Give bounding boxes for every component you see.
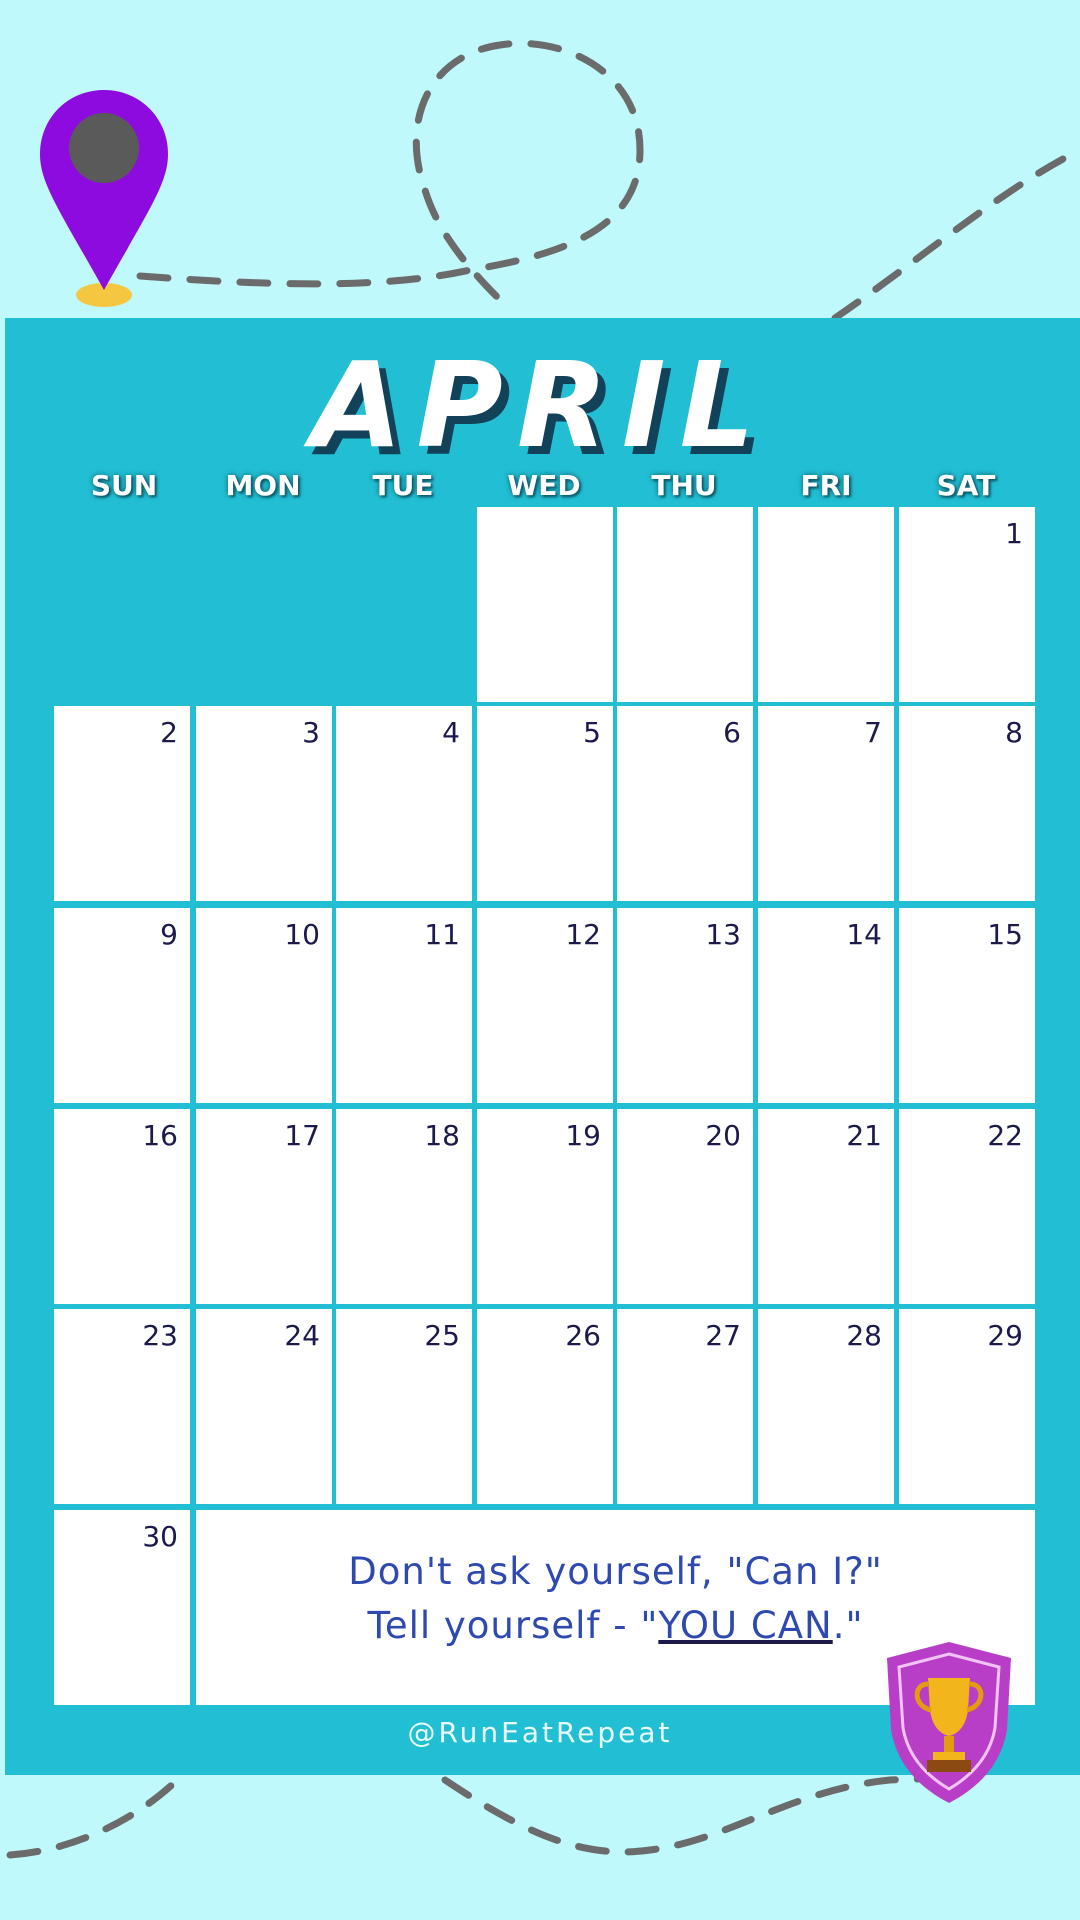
empty-day-cell [617,507,753,702]
trophy-shield-icon [883,1640,1015,1805]
day-number: 25 [424,1319,460,1352]
quote-line-2-start: Tell yourself - " [367,1604,659,1647]
day-number: 26 [565,1319,601,1352]
day-number: 18 [424,1119,460,1152]
day-cell-25 [336,1309,472,1504]
day-number: 10 [284,918,320,951]
day-number: 22 [987,1119,1023,1152]
day-cell-2 [54,706,190,901]
day-number: 16 [142,1119,178,1152]
day-cell-17 [196,1109,332,1304]
weekday-tue: TUE [372,469,434,502]
day-number: 2 [160,716,178,749]
day-number: 14 [846,918,882,951]
month-title: APRIL [311,336,769,474]
day-number: 20 [705,1119,741,1152]
day-cell-9 [54,908,190,1103]
day-cell-27 [617,1309,753,1504]
day-number: 11 [424,918,460,951]
day-number: 12 [565,918,601,951]
day-number: 6 [723,716,741,749]
day-number: 23 [142,1319,178,1352]
day-cell-1 [899,507,1035,702]
day-number: 27 [705,1319,741,1352]
day-number: 28 [846,1319,882,1352]
quote-emphasis: YOU CAN [658,1604,833,1647]
day-cell-11 [336,908,472,1103]
quote-line-1: Don't ask yourself, "Can I?" [348,1550,883,1593]
day-number: 8 [1005,716,1023,749]
day-cell-22 [899,1109,1035,1304]
weekday-fri: FRI [800,469,852,502]
day-cell-12 [477,908,613,1103]
day-cell-29 [899,1309,1035,1504]
motivational-quote [196,1545,1035,1653]
day-cell-26 [477,1309,613,1504]
day-cell-8 [899,706,1035,901]
day-cell-3 [196,706,332,901]
day-cell-28 [758,1309,894,1504]
day-number: 4 [442,716,460,749]
quote-line-2-end: ." [832,1604,864,1647]
day-number: 15 [987,918,1023,951]
day-number: 7 [864,716,882,749]
day-number: 24 [284,1319,320,1352]
day-cell-13 [617,908,753,1103]
day-cell-10 [196,908,332,1103]
day-cell-18 [336,1109,472,1304]
empty-day-cell [477,507,613,702]
day-number: 1 [1005,517,1023,550]
day-number: 17 [284,1119,320,1152]
day-cell-7 [758,706,894,901]
day-number: 9 [160,918,178,951]
day-number: 21 [846,1119,882,1152]
day-cell-20 [617,1109,753,1304]
empty-day-cell [758,507,894,702]
location-pin-icon [38,88,170,310]
day-cell-21 [758,1109,894,1304]
day-cell-4 [336,706,472,901]
day-cell-24 [196,1309,332,1504]
day-cell-6 [617,706,753,901]
day-number: 5 [583,716,601,749]
day-cell-30 [54,1510,190,1705]
day-cell-14 [758,908,894,1103]
day-number: 29 [987,1319,1023,1352]
day-cell-15 [899,908,1035,1103]
day-cell-23 [54,1309,190,1504]
weekday-thu: THU [651,469,717,502]
day-number: 13 [705,918,741,951]
weekday-sat: SAT [936,469,996,502]
day-number: 19 [565,1119,601,1152]
day-cell-19 [477,1109,613,1304]
social-handle: @RunEatRepeat [407,1716,673,1749]
day-cell-5 [477,706,613,901]
day-number: 30 [142,1520,178,1553]
weekday-mon: MON [225,469,301,502]
weekday-sun: SUN [90,469,158,502]
day-number: 3 [302,716,320,749]
weekday-wed: WED [507,469,581,502]
day-cell-16 [54,1109,190,1304]
